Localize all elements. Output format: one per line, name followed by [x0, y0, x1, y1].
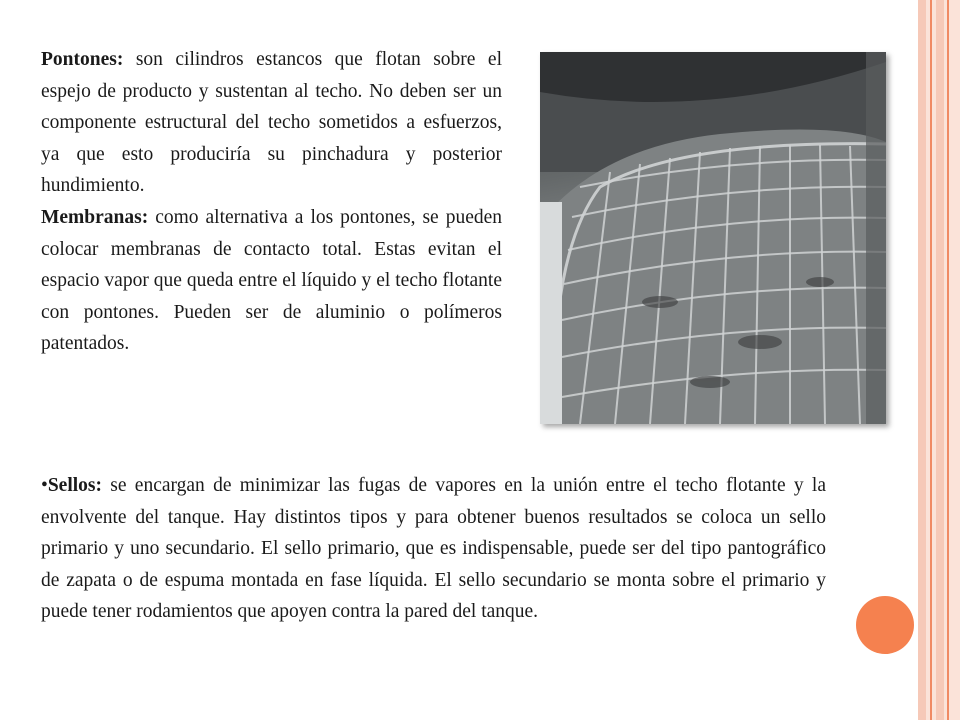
floating-roof-grid-photo — [540, 52, 886, 424]
sellos-text: se encargan de minimizar las fugas de vapores en la unión entre el techo flotante y la envolvente del tanque. Hay distintos tipos y para obtener buenos resultados se coloca un sello primario y uno secundario. El sello primario, que es indispensable, puede ser del tipo pantográfico de zapata o de espuma montada en fase líquida. El sello secundario se monta sobre el primario y puede tener rodamientos que apoyen contra la pared del tanque. — [41, 475, 826, 623]
sellos-term: Sellos: — [47, 475, 102, 496]
top-text-block — [41, 44, 502, 360]
right-border-line — [930, 0, 932, 720]
pontones-term: Pontones: — [41, 49, 124, 70]
membranas-paragraph — [41, 202, 502, 360]
bullet-icon: • — [41, 475, 48, 496]
right-border-line — [947, 0, 949, 720]
right-border-stripe — [918, 0, 926, 720]
photo-illustration — [540, 52, 886, 424]
pontones-text: son cilindros estancos que flotan sobre el espejo de producto y sustentan al techo. No deben ser un componente estructural del techo sometidos a esfuerzos, ya que esto produciría su pinchadura y posterior hundimiento. — [41, 49, 502, 197]
right-border-stripe — [936, 0, 944, 720]
accent-circle — [856, 596, 914, 654]
membranas-term: Membranas: — [41, 206, 149, 228]
membranas-text: como alternativa a los pontones, se pueden colocar membranas de contacto total. Estas evitan el espacio vapor que queda entre el líquido y el techo flotante con pontones. Pueden ser de aluminio o polímeros patentados. — [41, 206, 502, 355]
sellos-paragraph — [41, 470, 826, 628]
pontones-paragraph — [41, 44, 502, 202]
